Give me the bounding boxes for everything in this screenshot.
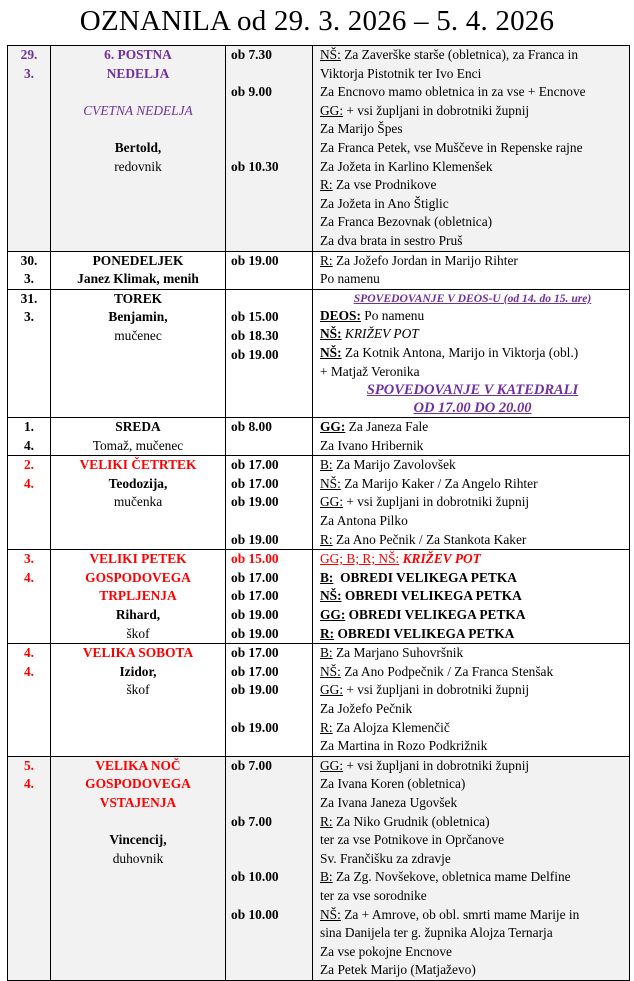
intention-text: Za Kotnik Antona, Marijo in Viktorja (obl.) [341,344,579,360]
date-month: 4. [23,437,35,453]
intention-text: Za vse pokojne Encnove [320,943,453,959]
date-cell [8,418,51,456]
intention-text: Za Ano Podpečnik / Za Franca Stenšak [340,663,554,679]
intention-text: OBREDI VELIKEGA PETKA [334,625,515,641]
intention-text: Za Martina in Rozo Podkrižnik [320,738,488,754]
intentions-cell [313,46,630,252]
intention-text: Za Jožefo Jordan in Marijo Rihter [332,252,518,268]
intention-text: KRIŽEV POT [399,551,481,567]
day-row-4-4 [8,644,630,757]
mass-time: ob 17.00 [231,588,279,604]
intentions-cell [313,756,630,980]
intention-text: Po namenu [320,271,380,287]
intention-text: + Matjaž Veronika [320,363,420,379]
day-title: VELIKI ČETRTEK [79,457,197,473]
intention-text: ter za vse Potnikove in Oprčanove [320,832,505,848]
day-cell [51,418,226,456]
saint-name: Bertold, [114,139,162,155]
day-title: GOSPODOVEGA [85,776,191,792]
confession-notice-hours: OD 17.00 DO 20.00 [413,400,532,417]
intention-text: Za Marjano Suhovršnik [332,645,464,661]
mass-time: ob 19.00 [231,607,279,623]
intention-text: OBREDI VELIKEGA PETKA [345,607,526,623]
intention-text: Za Marijo Kaker / Za Angelo Rihter [340,475,538,491]
church-tag: R: [320,813,333,829]
mass-time: ob 19.00 [231,531,279,547]
mass-time: ob 19.00 [231,494,279,510]
intention-text: Za Alojza Klemenčič [332,719,450,735]
day-title: VSTAJENJA [99,794,177,810]
confession-notice-deos: SPOVEDOVANJE V DEOS-U (od 14. do 15. ure) [353,291,592,305]
intention-text: Za Niko Grudnik (obletnica) [332,813,490,829]
church-tag: B: [320,645,333,661]
mass-time: ob 18.30 [231,327,279,343]
time-cell [226,251,313,289]
date-cell [8,456,51,550]
day-cell [51,456,226,550]
church-tag: NŠ: [320,344,342,360]
intention-text: Za Janeza Fale [345,419,429,435]
intention-text: OBREDI VELIKEGA PETKA [333,569,517,585]
church-tag: NŠ: [320,475,341,491]
day-cell [51,644,226,757]
intention-text: + vsi župljani in dobrotniki župnij [343,102,530,118]
saint-name: Janez Klimak, menih [77,271,199,287]
mass-time: ob 19.00 [231,252,279,268]
date-month: 3. [23,65,35,81]
intention-text: sina Danijela ter g. župnika Alojza Ternarja [320,925,553,941]
intention-text: Za Antona Pilko [320,513,408,529]
intention-text: Za Petek Marijo (Matjaževo) [320,962,476,978]
intentions-cell [313,418,630,456]
date-cell [8,550,51,644]
day-row-5-4 [8,756,630,980]
day-cell [51,756,226,980]
mass-time: ob 8.00 [231,419,272,435]
intention-text: Za Ivana Koren (obletnica) [320,776,466,792]
date-day: 5. [23,757,35,773]
church-tag: GG; B; R; NŠ: [320,551,400,567]
church-tag: DEOS: [320,307,361,323]
date-cell [8,756,51,980]
day-title: TRPLJENJA [99,588,177,604]
time-cell [226,756,313,980]
day-title: VELIKA SOBOTA [82,645,194,661]
day-title: TOREK [113,290,163,306]
mass-time: ob 15.00 [231,551,279,567]
page-title: OZNANILA od 29. 3. 2026 – 5. 4. 2026 [79,5,555,37]
mass-time: ob 19.00 [231,682,279,698]
mass-time: ob 7.00 [231,813,272,829]
mass-time: ob 17.00 [231,645,279,661]
intention-text: Za dva brata in sestro Pruš [320,232,463,248]
church-tag: R: [320,719,333,735]
intention-text: Za + Amrove, ob obl. smrti mame Marije in [340,906,580,922]
date-month: 4. [23,663,35,679]
saint-title: mučenec [114,327,162,343]
saint-title: škof [126,625,150,641]
day-row-29-3 [8,46,630,252]
date-month: 4. [23,569,35,585]
intention-text: Za Ivana Janeza Ugovšek [320,794,458,810]
saint-name: Tomaž, mučenec [92,437,184,453]
mass-time: ob 10.00 [231,906,279,922]
intention-text: Viktorja Pistotnik ter Ivo Enci [320,65,482,81]
church-tag: R: [320,625,335,641]
schedule-table [7,45,630,981]
intention-text: OBREDI VELIKEGA PETKA [341,588,522,604]
saint-title: redovnik [114,158,162,174]
saint-name: Vincencij, [109,832,167,848]
church-tag: NŠ: [320,326,342,342]
mass-time: ob 7.00 [231,757,272,773]
church-tag: B: [320,457,333,473]
intention-text: Za Marijo Špes [320,121,403,137]
church-tag: NŠ: [320,906,341,922]
intention-text: Za vse Prodnikove [332,177,437,193]
saint-title: duhovnik [112,850,164,866]
day-title: SREDA [115,419,161,435]
church-tag: GG: [320,419,346,435]
church-tag: GG: [320,607,346,623]
day-cell [51,550,226,644]
mass-time: ob 17.00 [231,475,279,491]
church-tag: GG: [320,757,344,773]
day-title: GOSPODOVEGA [85,569,191,585]
confession-notice-cathedral: SPOVEDOVANJE V KATEDRALI [366,382,579,399]
date-day: 1. [23,419,35,435]
day-title: VELIKA NOČ [95,757,181,773]
date-day: 3. [23,551,35,567]
church-tag: R: [320,177,333,193]
mass-time: ob 10.30 [231,158,279,174]
mass-time: ob 19.00 [231,719,279,735]
saint-title: mučenka [113,494,163,510]
mass-time: ob 17.00 [231,663,279,679]
mass-time: ob 17.00 [231,569,279,585]
mass-time: ob 19.00 [231,346,279,362]
date-day: 2. [23,457,35,473]
date-month: 4. [23,776,35,792]
church-tag: NŠ: [320,47,341,62]
intention-text: Za Franca Bezovnak (obletnica) [320,214,493,230]
date-cell [8,289,51,417]
church-tag: GG: [320,494,344,510]
time-cell [226,550,313,644]
saint-name: Rihard, [115,607,161,623]
date-cell [8,46,51,252]
day-row-30-3 [8,251,630,289]
day-cell [51,251,226,289]
intention-text: Za Jožefo Pečnik [320,701,413,716]
intention-text: Po namenu [360,307,425,323]
time-cell [226,418,313,456]
church-tag: GG: [320,682,344,698]
intention-text: Za Marijo Zavolovšek [332,457,456,473]
date-cell [8,251,51,289]
date-day: 30. [20,252,38,268]
intentions-cell [313,456,630,550]
intentions-cell [313,644,630,757]
day-subtitle: CVETNA NEDELJA [83,102,193,118]
date-day: 31. [20,290,38,306]
intention-text: KRIŽEV POT [341,326,419,342]
intention-text: Za Jožeta in Ano Štiglic [320,195,449,211]
date-cell [8,644,51,757]
day-row-2-4 [8,456,630,550]
time-cell [226,456,313,550]
intention-text: Sv. Frančišku za zdravje [320,850,451,866]
church-tag: R: [320,252,333,268]
church-tag: B: [320,869,333,885]
saint-name: Izidor, [119,663,157,679]
intention-text: Za Zaverške starše (obletnica), za Franca in [340,47,579,62]
date-day: 29. [20,47,38,62]
day-title: 6. POSTNA [104,47,172,62]
day-cell [51,46,226,252]
church-tag: NŠ: [320,663,341,679]
date-day: 4. [23,645,35,661]
mass-time: ob 15.00 [231,309,279,325]
intention-text: ter za vse sorodnike [320,887,427,903]
day-row-31-3 [8,289,630,417]
mass-time: ob 17.00 [231,457,279,473]
day-title: VELIKI PETEK [89,551,187,567]
saint-title: škof [126,682,150,698]
day-row-3-4 [8,550,630,644]
date-month: 4. [23,475,35,491]
intention-text: Za Ano Pečnik / Za Stankota Kaker [332,531,527,547]
saint-name: Benjamin, [108,309,168,325]
date-month: 3. [23,309,35,325]
church-tag: NŠ: [320,588,342,604]
church-tag: B: [320,569,334,585]
intention-text: + vsi župljani in dobrotniki župnij [343,494,530,510]
intention-text: Za Zg. Novšekove, obletnica mame Delfine [332,869,571,885]
saint-name: Teodozija, [108,475,168,491]
mass-time: ob 10.00 [231,869,279,885]
day-title: PONEDELJEK [92,252,184,268]
day-title: NEDELJA [106,65,170,81]
day-row-1-4 [8,418,630,456]
intention-text: Za Ivano Hribernik [320,437,424,453]
mass-time: ob 7.30 [231,47,272,62]
day-cell [51,289,226,417]
time-cell [226,644,313,757]
intention-text: Za Encnovo mamo obletnica in za vse + Encnove [320,84,586,100]
mass-time: ob 9.00 [231,84,272,100]
church-tag: R: [320,531,333,547]
intentions-cell [313,289,630,417]
intention-text: Za Jožeta in Karlino Klemenšek [320,158,493,174]
intentions-cell [313,550,630,644]
mass-time: ob 19.00 [231,625,279,641]
intention-text: + vsi župljani in dobrotniki župnij [343,682,530,698]
intentions-cell [313,251,630,289]
date-month: 3. [23,271,35,287]
intention-text: + vsi župljani in dobrotniki župnij [343,757,530,773]
intention-text: Za Franca Petek, vse Muščeve in Repenske rajne [320,139,583,155]
time-cell [226,289,313,417]
time-cell [226,46,313,252]
church-tag: GG: [320,102,344,118]
